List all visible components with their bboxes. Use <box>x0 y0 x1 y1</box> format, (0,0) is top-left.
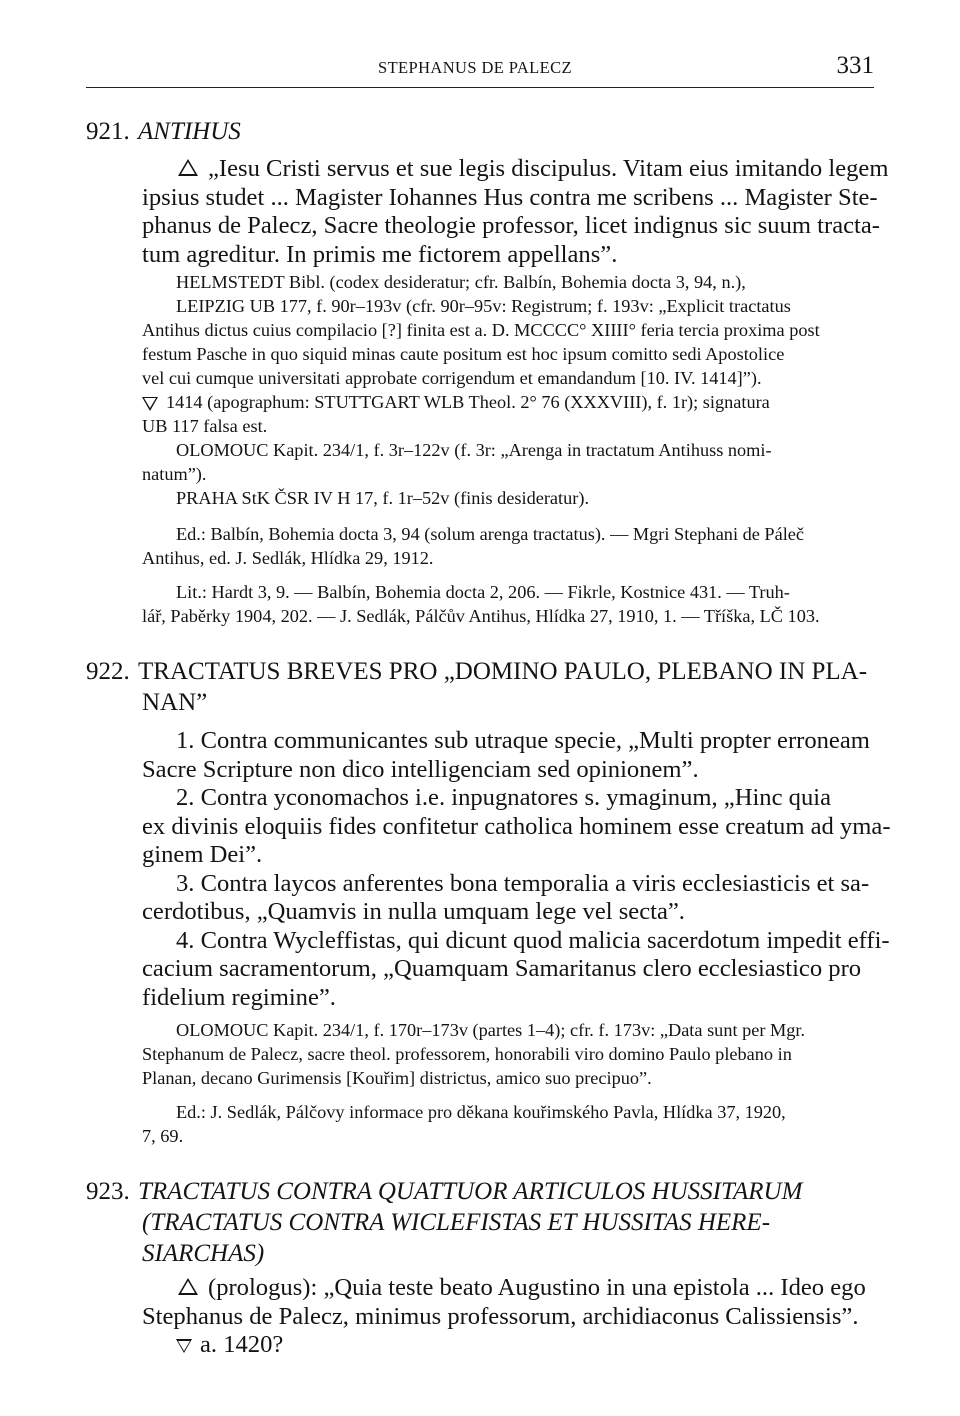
entry-number: 921. <box>86 118 130 145</box>
running-head: STEPHANUS DE PALECZ <box>378 58 573 77</box>
part-line: 4. Contra Wycleffistas, qui dicunt quod malicia sacerdotum impedit effi- <box>176 926 890 954</box>
prologue-line: (prologus): „Quia teste beato Augustino in una epistola ... Ideo ego <box>142 1274 878 1303</box>
manuscript-line: HELMSTEDT Bibl. (codex desideratur; cfr. Balbín, Bohemia docta 3, 94, n.), <box>176 272 746 292</box>
part-line: cacium sacramentorum, „Quamquam Samaritanus clero ecclesiastico pro <box>142 955 862 982</box>
date-triangle-icon <box>142 397 158 411</box>
entry-title-line: (TRACTATUS CONTRA WICLEFISTAS ET HUSSITAS HERE- <box>142 1209 771 1236</box>
part-item <box>142 727 878 784</box>
entry-923-prologue <box>142 1274 878 1360</box>
edition-line: Ed.: J. Sedlák, Pálčovy informace pro děkana kouřimského Pavla, Hlídka 37, 1920, <box>176 1102 786 1122</box>
entry-title-line: 923. TRACTATUS CONTRA QUATTUOR ARTICULOS HUSSITARUM <box>86 1178 803 1205</box>
part-item <box>142 784 891 870</box>
incipit-triangle-icon <box>178 1278 198 1295</box>
entry-921-heading <box>86 116 241 147</box>
part-line: cerdotibus, „Quamvis in nulla umquam lege vel secta”. <box>142 898 685 925</box>
manuscript-line: 1414 (apographum: STUTTGART WLB Theol. 2° 76 (XXXVIII), f. 1r); signatura <box>142 390 878 414</box>
date-line: a. 1420? <box>142 1331 878 1360</box>
manuscript-line: Planan, decano Gurimensis [Kouřim] districtus, amico suo precipuo”. <box>142 1068 652 1088</box>
date-triangle-icon <box>176 1339 192 1353</box>
entry-number: 923. <box>86 1178 130 1205</box>
part-line: 2. Contra yconomachos i.e. inpugnatores s. ymaginum, „Hinc quia <box>176 784 832 811</box>
part-line: fidelium regimine”. <box>142 983 336 1011</box>
entry-title-line: NAN” <box>142 689 208 716</box>
header-rule <box>86 87 874 88</box>
entry-923-heading <box>86 1176 878 1269</box>
entry-921-manuscripts <box>142 270 878 510</box>
manuscript-line: UB 117 falsa est. <box>142 416 268 436</box>
manuscript-line: festum Pasche in quo siquid minas caute positum est hoc ipsum comitto sedi Apostolice <box>142 344 785 364</box>
part-line: 1. Contra communicantes sub utraque specie, „Multi propter erroneam <box>176 727 870 754</box>
edition-line: Ed.: Balbín, Bohemia docta 3, 94 (solum arenga tractatus). — Mgri Stephani de Páleč <box>176 524 805 544</box>
part-line: 3. Contra laycos anferentes bona temporalia a viris ecclesiasticis et sa- <box>176 869 870 897</box>
incipit-line: phanus de Palecz, Sacre theologie professor, licet indignus sic suum tracta- <box>142 212 880 239</box>
manuscript-line: Antihus dictus cuius compilacio [?] finita est a. D. MCCCC° XIIII° feria tercia proxima post <box>142 320 820 340</box>
part-item <box>142 926 890 1013</box>
manuscript-line: LEIPZIG UB 177, f. 90r–193v (cfr. 90r–95v: Registrum; f. 193v: „Explicit tractatus <box>176 296 791 316</box>
part-line: ginem Dei”. <box>142 841 263 868</box>
entry-title-line: 922. TRACTATUS BREVES PRO „DOMINO PAULO, PLEBANO IN PLA- <box>86 658 868 685</box>
manuscript-line: OLOMOUC Kapit. 234/1, f. 3r–122v (f. 3r: „Arenga in tractatum Antihuss nomi- <box>176 440 772 460</box>
incipit-line: „Iesu Cristi servus et sue legis discipulus. Vitam eius imitando legem <box>142 155 878 184</box>
entry-922-heading <box>86 656 878 718</box>
entry-922-manuscripts <box>142 1018 878 1090</box>
entry-922-editions <box>142 1100 878 1148</box>
edition-line: Antihus, ed. J. Sedlák, Hlídka 29, 1912. <box>142 548 434 568</box>
incipit-triangle-icon <box>178 159 198 176</box>
manuscript-line: OLOMOUC Kapit. 234/1, f. 170r–173v (partes 1–4); cfr. f. 173v: „Data sunt per Mgr. <box>176 1020 806 1040</box>
part-item <box>142 870 878 927</box>
entry-title-line: SIARCHAS) <box>142 1240 265 1267</box>
prologue-line: Stephanus de Palecz, minimus professorum, archidiaconus Calissiensis”. <box>142 1302 859 1330</box>
entry-number: 922. <box>86 658 130 685</box>
entry-922-parts <box>142 727 891 1012</box>
literature-line: Lit.: Hardt 3, 9. — Balbín, Bohemia docta 2, 206. — Fikrle, Kostnice 431. — Truh- <box>176 582 790 602</box>
entry-921-incipit <box>142 155 889 269</box>
entry-title: ANTIHUS <box>138 118 241 145</box>
incipit-line: ipsius studet ... Magister Iohannes Hus contra me scribens ... Magister Ste- <box>142 183 878 211</box>
part-line: ex divinis eloquiis fides confitetur catholica hominem esse creatum ad yma- <box>142 812 891 840</box>
edition-line: 7, 69. <box>142 1126 184 1146</box>
manuscript-line: PRAHA StK ČSR IV H 17, f. 1r–52v (finis desideratur). <box>176 488 590 508</box>
manuscript-line: Stephanum de Palecz, sacre theol. professorem, honorabili viro domino Paulo plebano in <box>142 1044 792 1064</box>
part-line: Sacre Scripture non dico intelligenciam sed opinionem”. <box>142 755 699 783</box>
manuscript-line: vel cui cumque universitati approbate corrigendum et emandandum [10. IV. 1414]”). <box>142 368 762 388</box>
page-number: 331 <box>836 52 874 79</box>
entry-921-editions <box>142 522 878 570</box>
incipit-line: tum agreditur. In primis me fictorem appellans”. <box>142 240 618 268</box>
manuscript-line: natum”). <box>142 464 207 484</box>
literature-line: lář, Paběrky 1904, 202. — J. Sedlák, Pálčův Antihus, Hlídka 27, 1910, 1. — Tříška, LČ 103. <box>142 606 820 626</box>
entry-921-literature <box>142 580 878 628</box>
